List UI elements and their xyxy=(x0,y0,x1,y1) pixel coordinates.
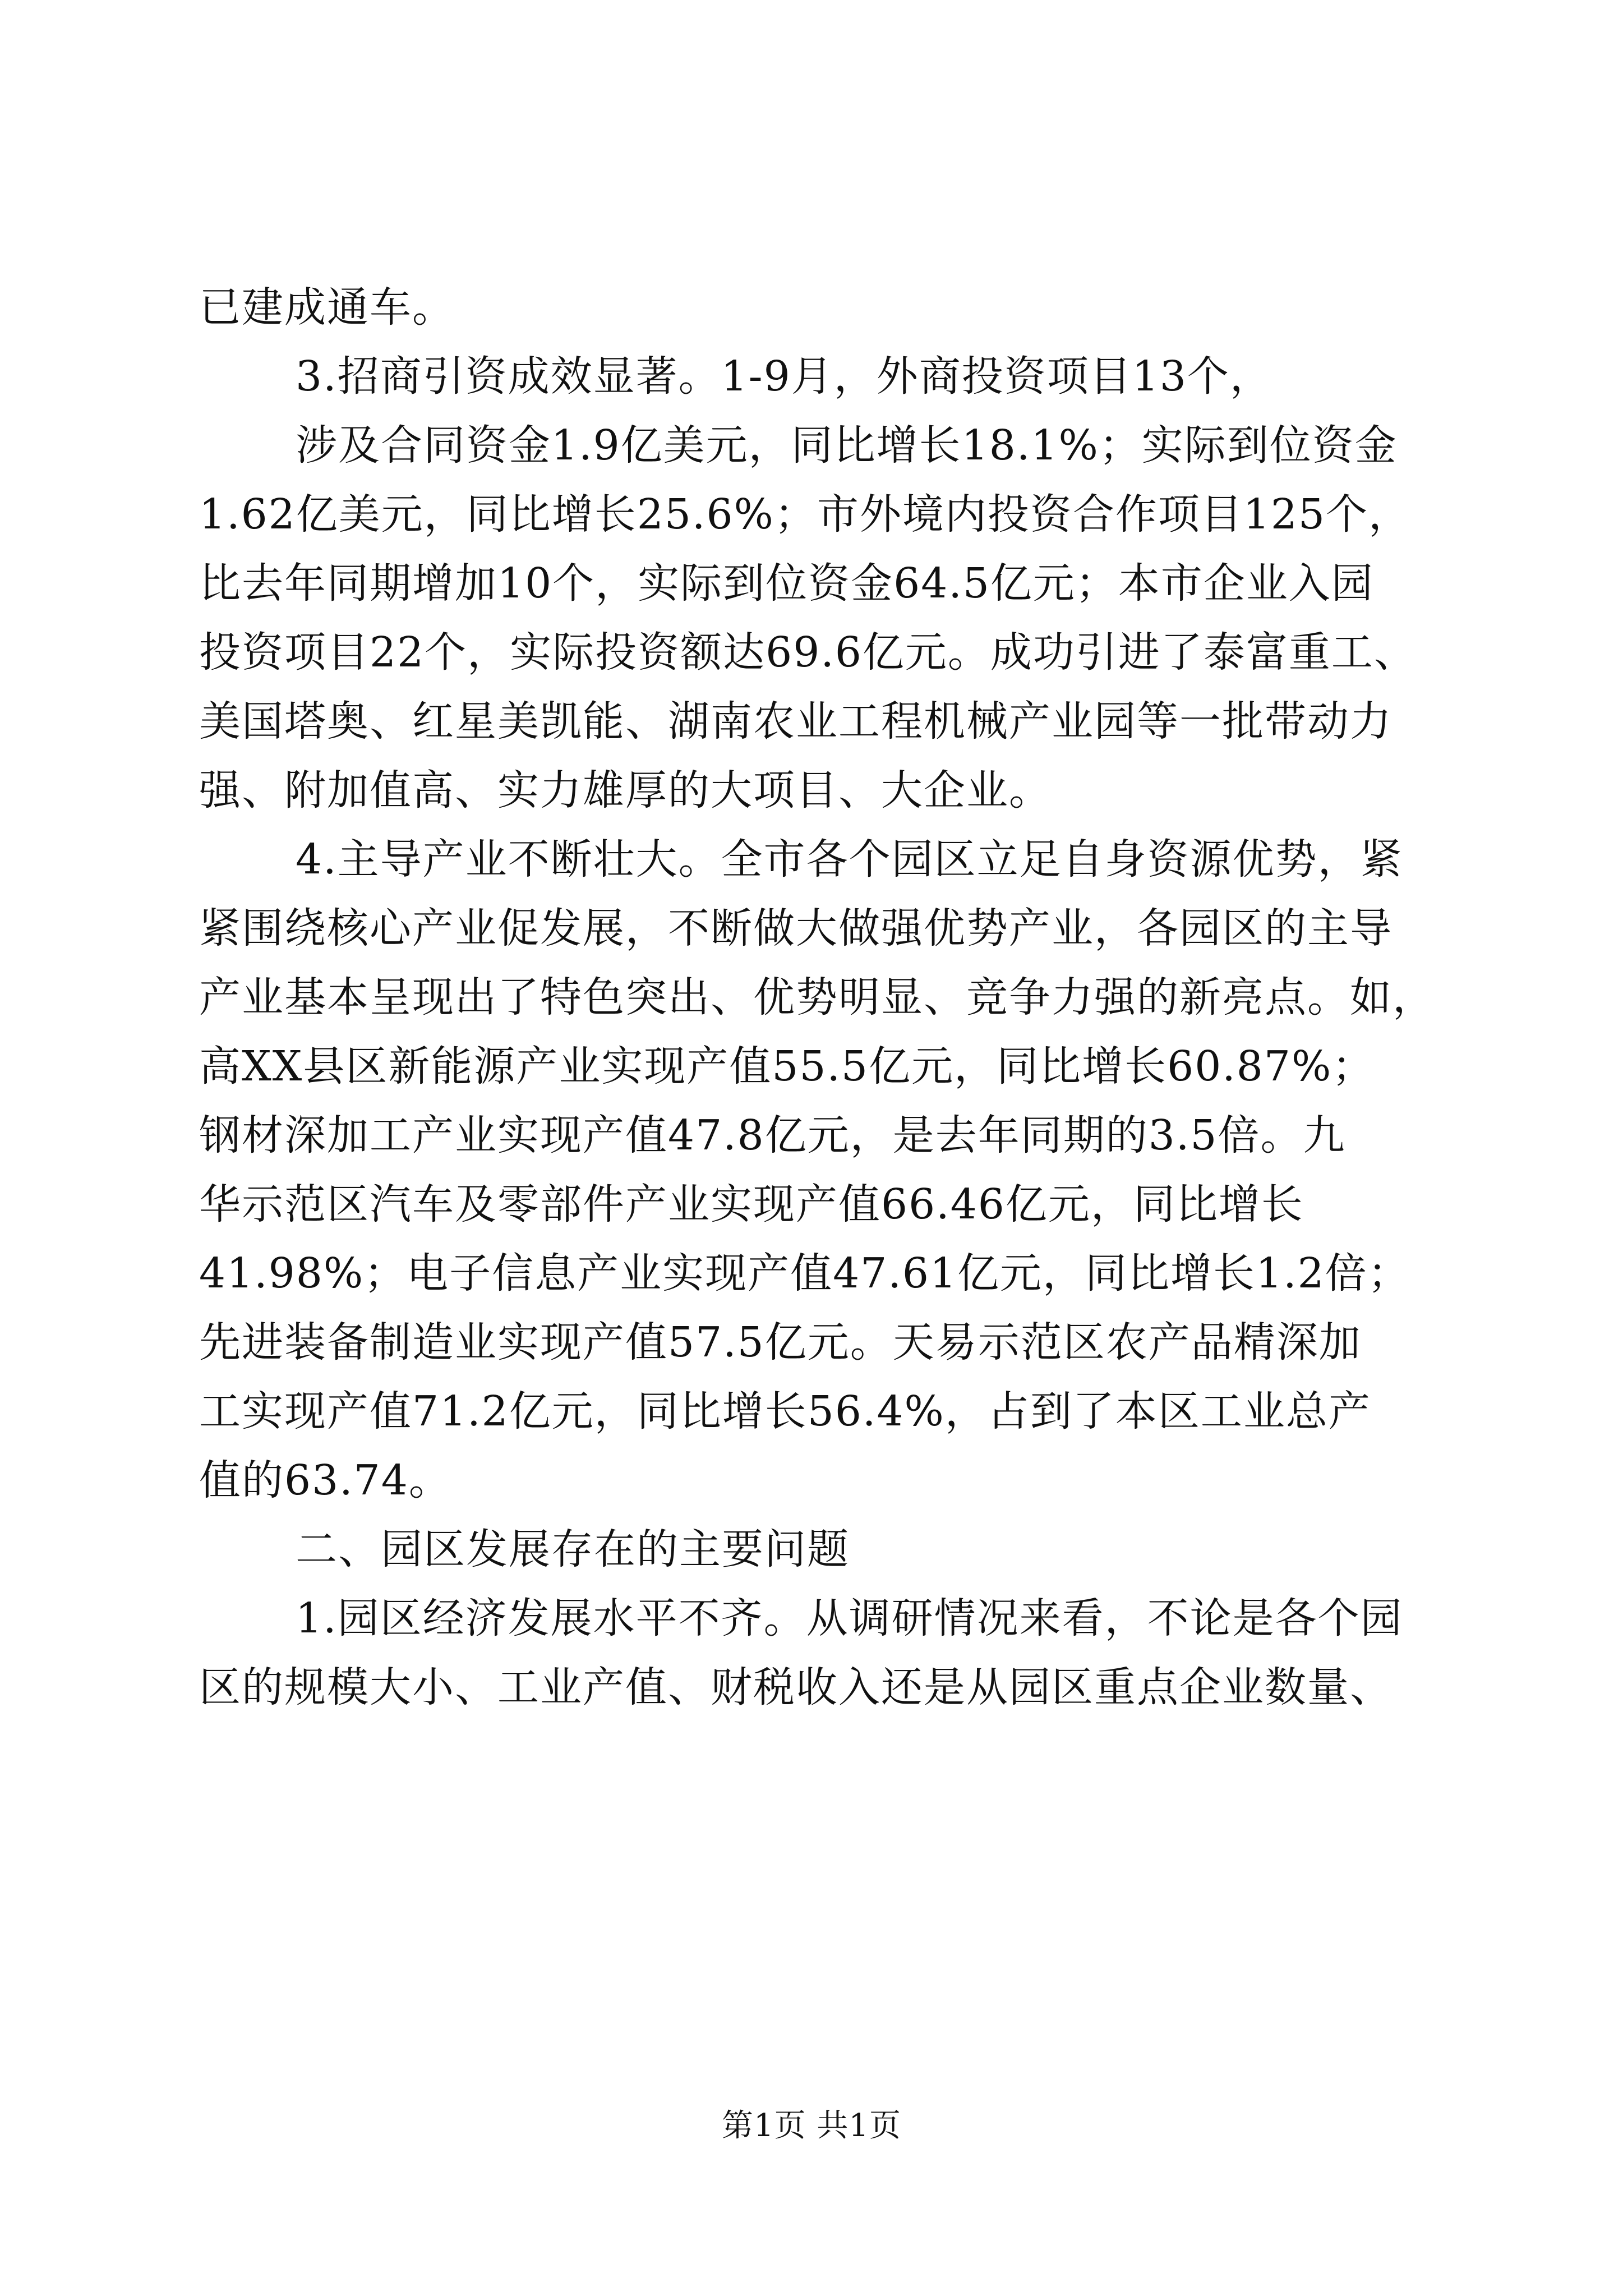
text-line: 高XX县区新能源产业实现产值55.5亿元，同比增长60.87%； xyxy=(199,1042,1375,1091)
text-line: 1.62亿美元，同比增长25.6%；市外境内投资合作项目125个， xyxy=(199,490,1412,539)
text-line: 已建成通车。 xyxy=(199,283,455,332)
text-line: 投资项目22个，实际投资额达69.6亿元。成功引进了泰富重工、 xyxy=(199,628,1417,677)
text-line: 比去年同期增加10个，实际到位资金64.5亿元；本市企业入园 xyxy=(199,559,1374,608)
text-line: 3.招商引资成效显著。1-9月，外商投资项目13个， xyxy=(296,352,1272,401)
text-line: 4.主导产业不断壮大。全市各个园区立足自身资源优势，紧 xyxy=(296,835,1403,884)
text-line: 区的规模大小、工业产值、财税收入还是从园区重点企业数量、 xyxy=(199,1663,1393,1711)
text-line: 华示范区汽车及零部件产业实现产值66.46亿元，同比增长 xyxy=(199,1180,1304,1228)
text-line: 强、附加值高、实力雄厚的大项目、大企业。 xyxy=(199,766,1052,815)
text-line: 产业基本呈现出了特色突出、优势明显、竞争力强的新亮点。如， xyxy=(199,973,1435,1022)
text-line: 1.园区经济发展水平不齐。从调研情况来看，不论是各个园 xyxy=(296,1594,1403,1642)
text-line: 涉及合同资金1.9亿美元，同比增长18.1%；实际到位资金 xyxy=(296,421,1398,470)
text-line: 先进装备制造业实现产值57.5亿元。天易示范区农产品精深加 xyxy=(199,1318,1362,1366)
text-line: 41.98%；电子信息产业实现产值47.61亿元，同比增长1.2倍； xyxy=(199,1249,1410,1297)
text-line: 美国塔奥、红星美凯能、湖南农业工程机械产业园等一批带动力 xyxy=(199,697,1393,746)
text-line: 紧围绕核心产业促发展，不断做大做强优势产业，各园区的主导 xyxy=(199,904,1393,953)
section-heading: 二、园区发展存在的主要问题 xyxy=(296,1525,850,1573)
text-line: 值的63.74。 xyxy=(199,1456,451,1504)
text-line: 工实现产值71.2亿元，同比增长56.4%，占到了本区工业总产 xyxy=(199,1387,1371,1435)
page-footer: 第1页 共1页 xyxy=(721,2108,902,2144)
text-line: 钢材深加工产业实现产值47.8亿元，是去年同期的3.5倍。九 xyxy=(199,1111,1346,1159)
